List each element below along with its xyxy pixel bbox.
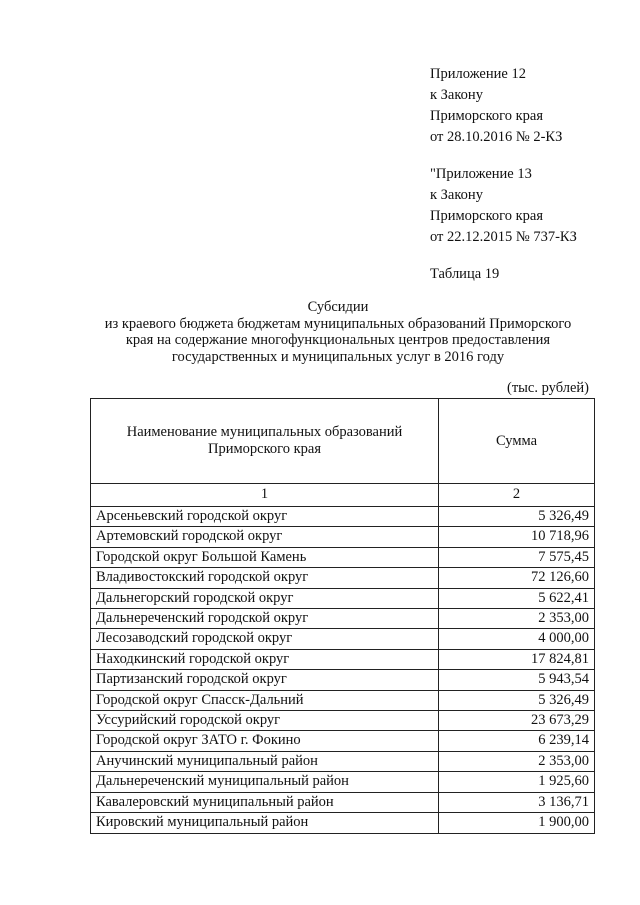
document-title [70,299,606,365]
municipality-name-cell: Дальнегорский городской округ [91,588,439,608]
municipality-name-cell: Дальнереченский муниципальный район [91,772,439,792]
municipality-name-cell: Кировский муниципальный район [91,813,439,833]
table-row [91,690,595,710]
amount-cell: 6 239,14 [439,731,595,751]
appendix-line: к Закону [430,87,483,103]
table-row [91,527,595,547]
appendix-line: Приложение 12 [430,66,526,82]
appendix-line: Приморского края [430,108,544,124]
amount-cell: 23 673,29 [439,711,595,731]
amount-cell: 7 575,45 [439,547,595,567]
table-row [91,711,595,731]
amount-cell: 2 353,00 [439,751,595,771]
table-row [91,629,595,649]
municipality-name-cell: Владивостокский городской округ [91,568,439,588]
appendix-reference-prior [430,164,577,248]
subsidies-table [90,398,595,834]
table-row [91,609,595,629]
table-row [91,751,595,771]
appendix-line: "Приложение 13 [430,166,532,182]
amount-cell: 72 126,60 [439,568,595,588]
units-note: (тыс. рублей) [507,380,589,396]
table-row [91,792,595,812]
table-row [91,731,595,751]
amount-cell: 5 326,49 [439,507,595,527]
amount-cell: 5 622,41 [439,588,595,608]
header-name-cell [91,399,439,484]
table-row [91,547,595,567]
appendix-reference-current [430,64,562,148]
municipality-name-cell: Арсеньевский городской округ [91,507,439,527]
table-row [91,772,595,792]
header-amount-cell: Сумма [439,399,595,484]
table-row [91,670,595,690]
amount-cell: 1 900,00 [439,813,595,833]
municipality-name-cell: Городской округ Большой Камень [91,547,439,567]
appendix-line: Приморского края [430,208,544,224]
amount-cell: 5 943,54 [439,670,595,690]
amount-cell: 10 718,96 [439,527,595,547]
amount-cell: 1 925,60 [439,772,595,792]
title-line: края на содержание многофункциональных центров предоставления [125,332,551,348]
table-row [91,649,595,669]
amount-cell: 4 000,00 [439,629,595,649]
municipality-name-cell: Лесозаводский городской округ [91,629,439,649]
municipality-name-cell: Находкинский городской округ [91,649,439,669]
appendix-line: к Закону [430,187,483,203]
municipality-name-cell: Партизанский городской округ [91,670,439,690]
table-row [91,813,595,833]
column-number-row [91,484,595,507]
header-name-line: Приморского края [207,441,321,457]
header-name-line: Наименование муниципальных образований [126,424,403,440]
municipality-name-cell: Уссурийский городской округ [91,711,439,731]
municipality-name-cell: Анучинский муниципальный район [91,751,439,771]
appendix-line: от 22.12.2015 № 737-КЗ [430,229,577,245]
table-row [91,588,595,608]
title-line: государственных и муниципальных услуг в 2016 году [171,348,505,365]
appendix-line: от 28.10.2016 № 2-КЗ [430,129,563,145]
column-number-cell: 2 [439,484,595,507]
title-line: из краевого бюджета бюджетам муниципальных образований Приморского [104,315,572,332]
municipality-name-cell: Городской округ ЗАТО г. Фокино [91,731,439,751]
table-row [91,568,595,588]
municipality-name-cell: Артемовский городской округ [91,527,439,547]
title-heading: Субсидии [307,299,369,315]
municipality-name-cell: Городской округ Спасск-Дальний [91,690,439,710]
amount-cell: 5 326,49 [439,690,595,710]
table-row [91,507,595,527]
municipality-name-cell: Дальнереченский городской округ [91,609,439,629]
municipality-name-cell: Кавалеровский муниципальный район [91,792,439,812]
amount-cell: 17 824,81 [439,649,595,669]
table-number: Таблица 19 [430,266,500,282]
amount-cell: 2 353,00 [439,609,595,629]
table-header-row [91,399,595,484]
amount-cell: 3 136,71 [439,792,595,812]
column-number-cell: 1 [91,484,439,507]
